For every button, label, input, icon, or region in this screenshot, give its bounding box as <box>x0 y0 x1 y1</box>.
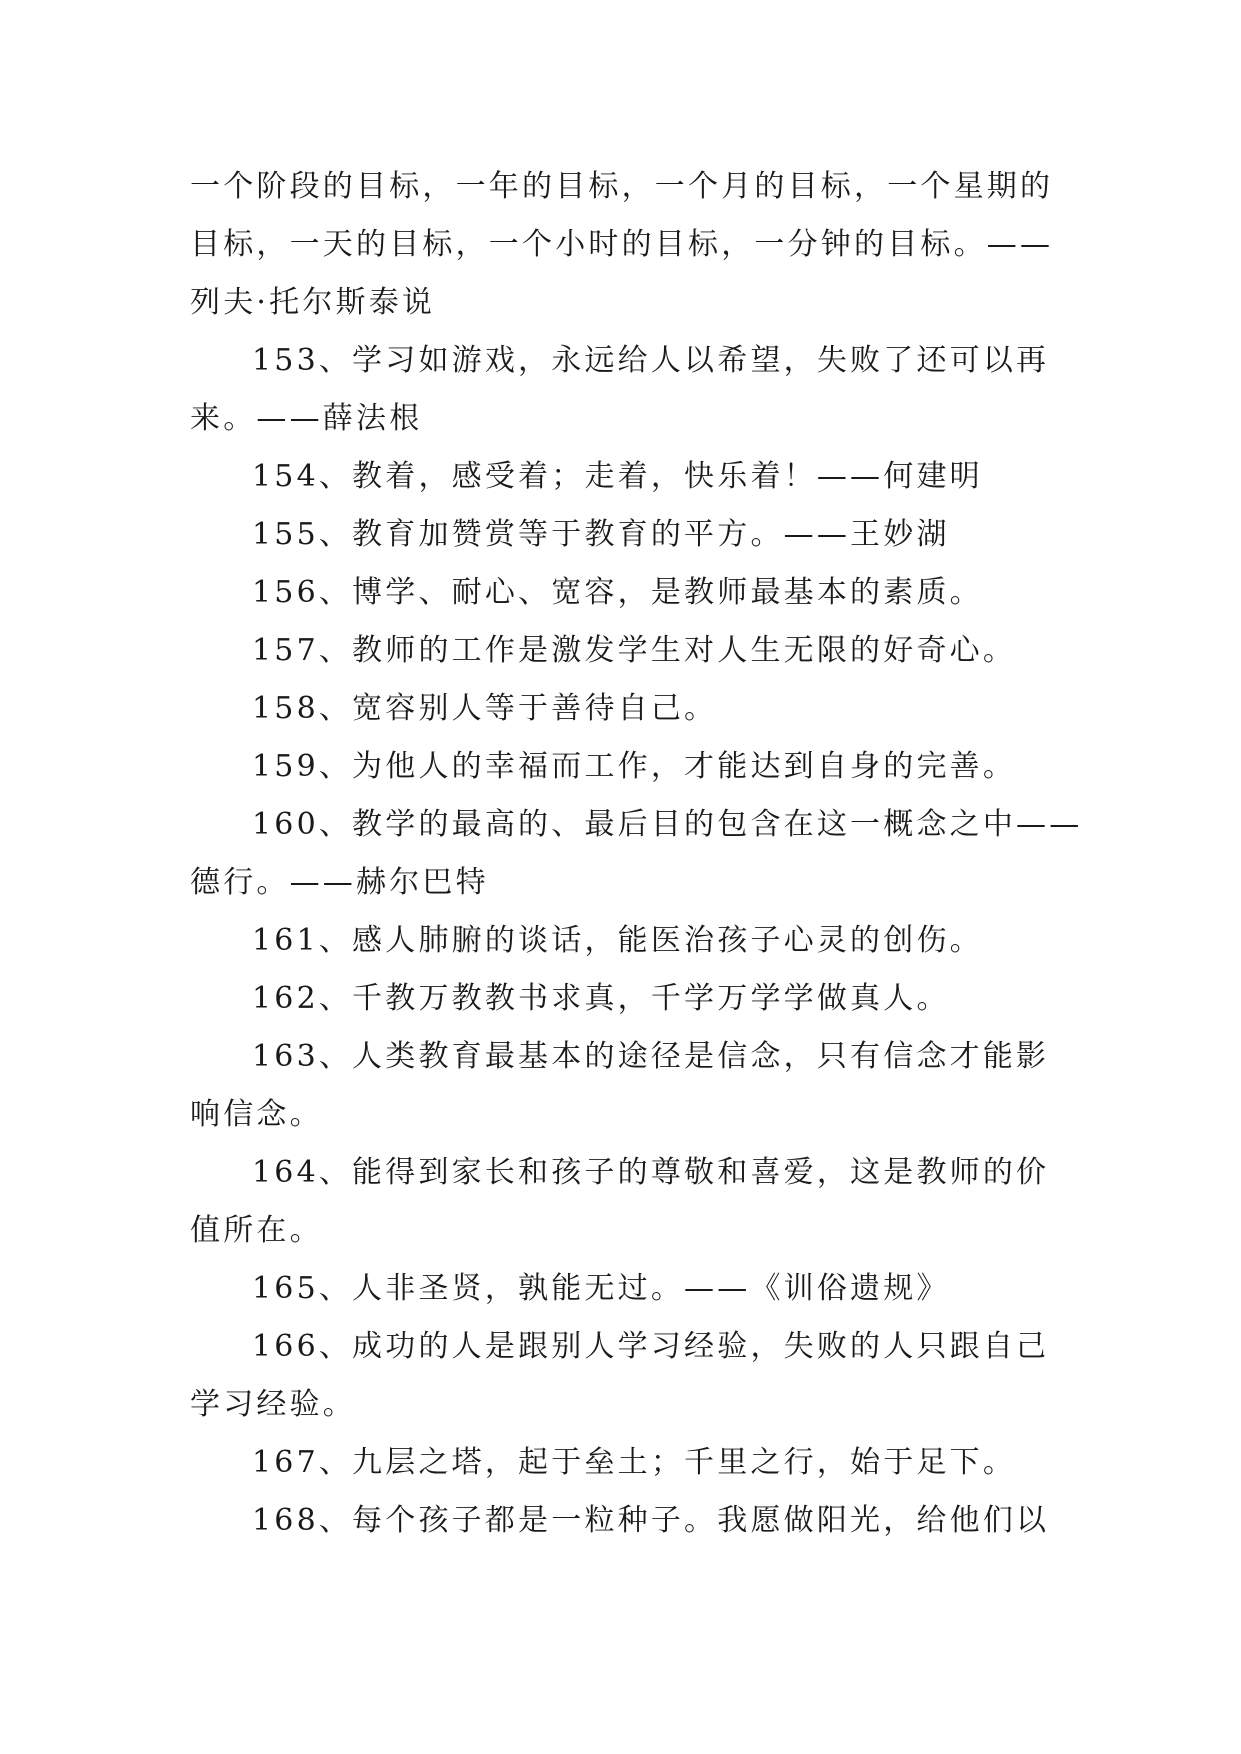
quote-153: 153、学习如游戏，永远给人以希望，失败了还可以再 <box>252 343 1050 378</box>
quote-158: 158、宽容别人等于善待自己。 <box>252 691 718 726</box>
quote-154: 154、教着，感受着；走着，快乐着！——何建明 <box>252 459 983 494</box>
quote-165: 165、人非圣贤，孰能无过。——《训俗遗规》 <box>252 1271 950 1306</box>
quote-164: 164、能得到家长和孩子的尊敬和喜爱，这是教师的价 <box>252 1155 1050 1190</box>
text-line: 列夫·托尔斯泰说 <box>190 285 436 320</box>
quote-156: 156、博学、耐心、宽容，是教师最基本的素质。 <box>252 575 983 610</box>
text-body <box>190 158 1083 1550</box>
quote-163: 163、人类教育最基本的途径是信念，只有信念才能影 <box>252 1039 1050 1074</box>
text-line: 目标，一天的目标，一个小时的目标，一分钟的目标。—— <box>190 227 1054 262</box>
quote-167: 167、九层之塔，起于垒土；千里之行，始于足下。 <box>252 1445 1017 1480</box>
quote-157: 157、教师的工作是激发学生对人生无限的好奇心。 <box>252 633 1017 668</box>
text-line: 来。——薛法根 <box>190 401 423 436</box>
quote-155: 155、教育加赞赏等于教育的平方。——王妙湖 <box>252 517 950 552</box>
quote-161: 161、感人肺腑的谈话，能医治孩子心灵的创伤。 <box>252 923 983 958</box>
quote-162: 162、千教万教教书求真，千学万学学做真人。 <box>252 981 950 1016</box>
quote-160: 160、教学的最高的、最后目的包含在这一概念之中—— <box>252 807 1083 842</box>
text-line: 响信念。 <box>190 1097 323 1132</box>
quote-168: 168、每个孩子都是一粒种子。我愿做阳光，给他们以 <box>252 1503 1050 1538</box>
text-line: 一个阶段的目标，一年的目标，一个月的目标，一个星期的 <box>190 169 1054 204</box>
quote-166: 166、成功的人是跟别人学习经验，失败的人只跟自己 <box>252 1329 1050 1364</box>
quote-159: 159、为他人的幸福而工作，才能达到自身的完善。 <box>252 749 1017 784</box>
text-line: 德行。——赫尔巴特 <box>190 865 489 900</box>
text-line: 值所在。 <box>190 1213 323 1248</box>
text-line: 学习经验。 <box>190 1387 356 1422</box>
